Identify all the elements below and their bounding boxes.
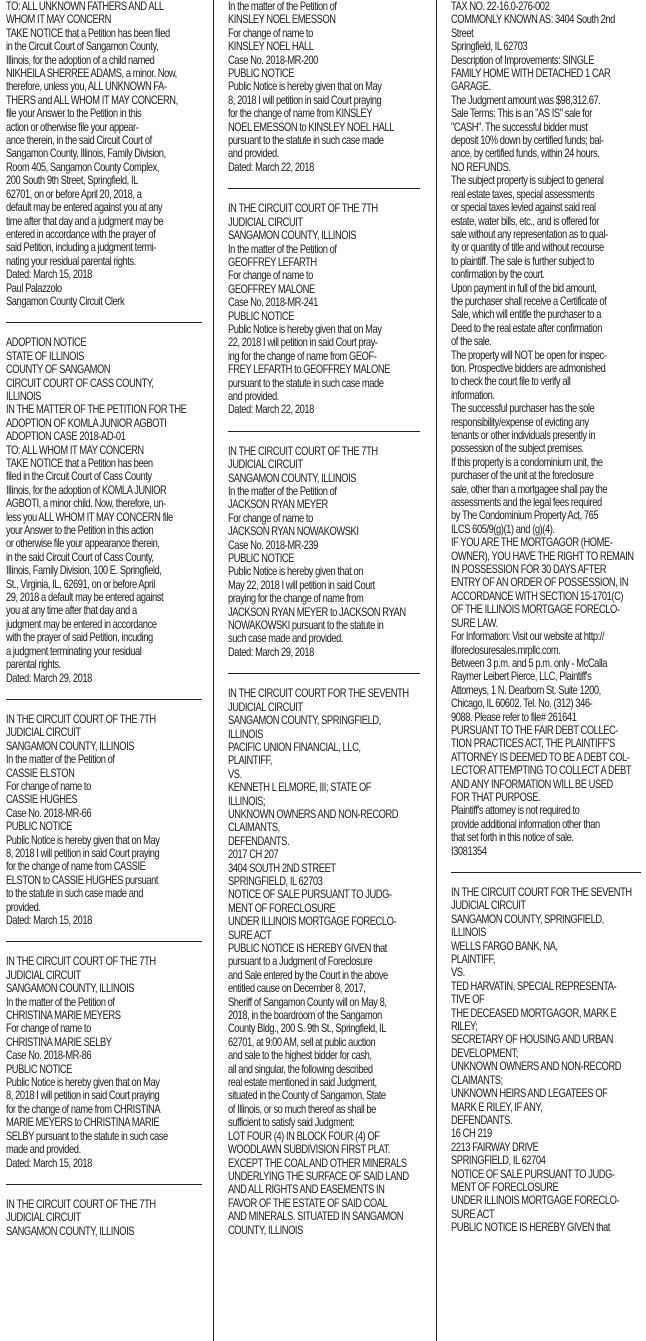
notice-text-line: JUDICIAL CIRCUIT	[6, 1211, 81, 1225]
notice-text-line: such case made and provided.	[228, 632, 344, 646]
notice-text-line: NOTICE OF SALE PURSUANT TO JUDG-	[228, 888, 392, 902]
notice-text-line: a judgment terminating your residual	[6, 644, 142, 658]
notice-text-line: CLAIMANTS;	[451, 1073, 503, 1087]
notice-text-line: I3081354	[451, 844, 487, 858]
notice-text-line: AND MINERALS. SITUATED IN SANGAMON	[228, 1210, 404, 1224]
notice-text-line: to check the court file to verify all	[451, 375, 571, 389]
notice-text-line: real estate taxes, special assessments	[451, 187, 595, 201]
notice-text-line: COUNTY, ILLINOIS	[228, 1223, 303, 1237]
notice-text-line: JUDICIAL CIRCUIT	[6, 968, 81, 982]
notice-text-line: responsibility/expense of evicting any	[451, 415, 589, 429]
notice-text-line: STATE OF ILLINOIS	[6, 349, 84, 363]
legal-notice	[6, 955, 202, 1170]
notice-text-line: and provided.	[228, 389, 279, 403]
notice-text-line: NIKHEILA SHERREE ADAMS, a minor. Now,	[6, 67, 177, 81]
notice-text-line: Case No. 2018-MR-200	[228, 53, 318, 67]
notice-text-line: Dated: March 22, 2018	[228, 403, 314, 417]
notice-text-line: judgment may be entered in accordance	[6, 617, 157, 631]
notice-text-line: deposit 10% down by certified funds; bal-	[451, 134, 604, 148]
notice-text-line: In the matter of the Petition of	[228, 485, 337, 498]
legal-notice	[6, 0, 202, 308]
notice-text-line: ance therein, in the said Circuit Court of	[6, 134, 152, 148]
legal-notice	[451, 886, 641, 1235]
notice-text-line: TION PRACTICES ACT, THE PLAINTIFF'S	[451, 737, 615, 751]
notice-text-line: SANGAMON COUNTY, ILLINOIS	[228, 471, 357, 485]
notice-text-line: WHOM IT MAY CONCERN	[6, 13, 111, 27]
notice-text-line: In the matter of the Petition of	[228, 0, 337, 13]
notice-text-line: THE DECEASED MORTGAGOR, MARK E	[451, 1006, 617, 1020]
notice-text-line: you at any time after that day and a	[6, 604, 137, 618]
notice-text-line: to the statute in such case made and	[6, 887, 143, 901]
notice-text-line: Springfield, IL 62703	[451, 40, 528, 54]
notice-text-line: the purchaser shall receive a Certificate of	[451, 294, 607, 308]
notice-text-line: Dated: March 15, 2018	[6, 268, 92, 282]
notice-text-line: In the matter of the Petition of	[228, 242, 337, 256]
notice-text-line: Street	[451, 26, 474, 40]
notice-text-line: RILEY;	[451, 1020, 478, 1034]
notice-text-line: entitled cause on December 8, 2017,	[228, 982, 366, 996]
notice-separator	[451, 872, 641, 873]
notice-text-line: AND ALL RIGHTS AND EASEMENTS IN	[228, 1183, 385, 1197]
notice-text-line: JUDICIAL CIRCUIT	[228, 700, 303, 714]
notice-text-line: EXCEPT THE COAL AND OTHER MINERALS	[228, 1156, 407, 1170]
column-3	[451, 0, 641, 1341]
notice-text-line: IN THE CIRCUIT COURT OF THE 7TH	[6, 1197, 156, 1211]
notice-text-line: by The Condominium Property Act, 765	[451, 509, 599, 523]
notice-text-line: possession of the subject premises.	[451, 442, 584, 456]
notice-text-line: ADOPTION NOTICE	[6, 336, 87, 350]
notice-text-line: Sale Terms: This is an "AS IS" sale for	[451, 107, 592, 121]
notice-text-line: PLAINTIFF,	[228, 754, 272, 768]
notice-text-line: VS.	[228, 767, 242, 781]
notice-text-line: ATTORNEY IS DEEMED TO BE A DEBT COL-	[451, 750, 630, 764]
notice-text-line: Public Notice is hereby given that on May	[6, 833, 160, 847]
notice-text-line: sale without any representation as to qual-	[451, 227, 608, 241]
notice-text-line: The Judgment amount was $98,312.67.	[451, 93, 601, 107]
notice-text-line: PUBLIC NOTICE	[228, 67, 294, 81]
notice-text-line: filed in the Circuit Court of Cass County	[6, 470, 152, 484]
notice-text-line: ance, by certified funds, within 24 hours.	[451, 147, 600, 161]
notice-text-line: 62701, at 9:00 AM, sell at public auction	[228, 1035, 376, 1049]
notice-text-line: said Petition, including a judgment termi-	[6, 241, 156, 255]
notice-text-line: TO: ALL WHOM IT MAY CONCERN	[6, 443, 144, 457]
notice-text-line: 29, 2018 a default may be entered against	[6, 591, 164, 605]
legal-notice	[228, 0, 420, 174]
notice-text-line: In the matter of the Petition of	[6, 753, 115, 767]
notice-text-line: Sangamon County Circuit Clerk	[6, 294, 125, 308]
notice-text-line: Case No. 2018-MR-241	[228, 296, 318, 310]
notice-text-line: NO REFUNDS.	[451, 160, 511, 174]
notice-text-line: COUNTY OF SANGAMON	[6, 363, 111, 377]
notice-text-line: nating your residual parental rights.	[6, 254, 136, 268]
legal-notice	[228, 202, 420, 417]
notice-text-line: CLAIMANTS,	[228, 821, 280, 835]
notice-text-line: Illinois, for the adoption of a child named	[6, 53, 155, 67]
notice-text-line: ADOPTION OF KOMLA JUNIOR AGBOTI	[6, 416, 167, 430]
notice-text-line: DEFENDANTS.	[451, 1113, 513, 1127]
notice-text-line: 2213 FAIRWAY DRIVE	[451, 1140, 539, 1154]
notice-text-line: UNDERLYING THE SURFACE OF SAID LAND	[228, 1169, 409, 1183]
notice-text-line: ity or quantity of title and without recourse	[451, 241, 604, 255]
notice-text-line: IN THE CIRCUIT COURT FOR THE SEVENTH	[228, 687, 409, 701]
notice-text-line: FREY LEFARTH to GEOFFREY MALONE	[228, 363, 390, 377]
notice-text-line: JUDICIAL CIRCUIT	[228, 215, 303, 229]
notice-text-line: ILLINOIS;	[228, 794, 266, 808]
notice-text-line: SURE ACT	[451, 1207, 495, 1221]
notice-text-line: SELBY pursuant to the statute in such case	[6, 1129, 168, 1143]
notice-text-line: parental rights.	[6, 658, 61, 672]
notice-text-line: Illinois, for the adoption of KOMLA JUNIOR	[6, 483, 167, 497]
notice-text-line: ILCS 605/9(g)(1) and (g)(4).	[451, 522, 555, 536]
notice-text-line: JUDICIAL CIRCUIT	[451, 899, 526, 913]
notice-text-line: For change of name to	[6, 779, 91, 793]
notice-text-line: CHRISTINA MARIE MEYERS	[6, 1009, 121, 1023]
notice-text-line: Dated: March 29, 2018	[228, 645, 314, 659]
column-divider	[213, 0, 214, 1341]
notice-text-line: tion. Prospective bidders are admonished	[451, 361, 606, 375]
notice-text-line: or otherwise file your appearance therein,	[6, 537, 160, 551]
notice-text-line: LOT FOUR (4) IN BLOCK FOUR (4) OF	[228, 1129, 380, 1143]
notice-text-line: Case No. 2018-MR-66	[6, 806, 92, 820]
notice-text-line: pursuant to the statute in such case made	[228, 376, 384, 390]
notice-text-line: NOEL EMESSON to KINSLEY NOEL HALL	[228, 120, 394, 134]
notice-text-line: less you ALL WHOM IT MAY CONCERN file	[6, 510, 173, 524]
notice-text-line: WELLS FARGO BANK, NA,	[451, 939, 558, 953]
notice-separator	[6, 699, 202, 700]
notice-text-line: sale, other than a mortgagee shall pay the	[451, 482, 608, 496]
notice-text-line: UNDER ILLINOIS MORTGAGE FORECLO-	[451, 1194, 620, 1208]
notice-text-line: LECTOR ATTEMPTING TO COLLECT A DEBT	[451, 764, 632, 778]
notice-text-line: all and singular, the following described	[228, 1062, 373, 1076]
notice-text-line: of the sale.	[451, 335, 492, 349]
notice-text-line: TO: ALL UNKNOWN FATHERS AND ALL	[6, 0, 164, 13]
notice-text-line: MENT OF FORECLOSURE	[451, 1180, 559, 1194]
notice-text-line: sufficient to satisfy said Judgment:	[228, 1116, 355, 1130]
notice-text-line: praying for the change of name from	[228, 592, 364, 606]
notice-text-line: Dated: March 15, 2018	[6, 914, 92, 927]
notice-text-line: JACKSON RYAN MEYER	[228, 498, 328, 512]
notice-text-line: TED HARVATIN, SPECIAL REPRESENTA-	[451, 979, 617, 993]
notice-text-line: UNKNOWN OWNERS AND NON-RECORD	[228, 807, 399, 821]
notice-text-line: The property will NOT be open for inspec-	[451, 348, 607, 362]
notice-text-line: Illinois, Family Division, 100 E. Springfield,	[6, 564, 162, 578]
notice-text-line: PURSUANT TO THE FAIR DEBT COLLEC-	[451, 723, 618, 737]
notice-text-line: For Information: Visit our website at http://	[451, 630, 605, 644]
legal-notice	[6, 336, 202, 685]
notice-text-line: In the matter of the Petition of	[6, 995, 115, 1009]
notice-text-line: 2018, in the boardroom of the Sangamon	[228, 1009, 382, 1023]
notice-text-line: ENTRY OF AN ORDER OF POSSESSION, IN	[451, 576, 629, 590]
notice-separator	[228, 431, 420, 432]
notice-text-line: Plaintiff's attorney is not required to	[451, 804, 580, 818]
notice-text-line: of Illinois, or so much thereof as shall be	[228, 1102, 376, 1116]
notice-text-line: JUDICIAL CIRCUIT	[228, 458, 303, 472]
notice-text-line: GEOFFREY MALONE	[228, 282, 315, 296]
notice-text-line: Dated: March 29, 2018	[6, 671, 92, 685]
notice-text-line: KENNETH L ELMORE, III; STATE OF	[228, 781, 372, 795]
notice-text-line: SANGAMON COUNTY, ILLINOIS	[6, 1224, 135, 1238]
notice-text-line: PUBLIC NOTICE IS HEREBY GIVEN that	[228, 942, 387, 955]
notice-text-line: your Answer to the Petition in this action	[6, 524, 154, 538]
notice-text-line: Room 405, Sangamon County Complex,	[6, 160, 159, 174]
notice-text-line: default may be entered against you at any	[6, 201, 163, 215]
notice-text-line: PUBLIC NOTICE	[6, 820, 72, 834]
notice-text-line: with the prayer of said Petition, incuding	[6, 631, 153, 645]
notice-text-line: The subject property is subject to general	[451, 174, 604, 188]
notice-text-line: made and provided.	[6, 1143, 81, 1157]
notice-text-line: UNDER ILLINOIS MORTGAGE FORECLO-	[228, 915, 397, 929]
notice-text-line: IN THE CIRCUIT COURT OF THE 7TH	[228, 202, 378, 216]
notice-text-line: file your Answer to the Petition in this	[6, 107, 142, 121]
notice-text-line: information.	[451, 388, 495, 402]
notice-text-line: SURE LAW.	[451, 616, 498, 630]
notice-text-line: ILLINOIS	[228, 727, 263, 741]
notice-text-line: CIRCUIT COURT OF CASS COUNTY,	[6, 376, 154, 390]
notice-text-line: Raymer Leibert Pierce, LLC, Plaintiff's	[451, 670, 592, 684]
legal-notice	[228, 445, 420, 660]
notice-text-line: TAX NO. 22-16.0-276-002	[451, 0, 550, 13]
notice-text-line: WOODLAWN SUBDIVISION FIRST PLAT.	[228, 1143, 390, 1157]
notice-text-line: Between 3 p.m. and 5 p.m. only - McCalla	[451, 656, 607, 670]
notice-text-line: confirmation by the court.	[451, 268, 545, 282]
notice-text-line: situated in the County of Sangamon, State	[228, 1089, 386, 1103]
notice-text-line: 16 CH 219	[451, 1127, 492, 1141]
notice-text-line: ilforeclosuresales.mrpllc.com.	[451, 643, 561, 657]
notice-text-line: GARAGE.	[451, 80, 491, 94]
notice-text-line: SURE ACT	[228, 928, 272, 942]
notice-text-line: for the change of name from KINSLEY	[228, 107, 373, 121]
notice-text-line: and Sale entered by the Court in the above	[228, 968, 388, 982]
notice-text-line: for the change of name from CHRISTINA	[6, 1102, 161, 1116]
notice-text-line: FAMILY HOME WITH DETACHED 1 CAR	[451, 67, 611, 81]
notice-text-line: 8, 2018 I will petition in said Court praying	[6, 846, 160, 860]
legal-notice	[228, 687, 420, 1237]
notice-text-line: FAVOR OF THE ESTATE OF SAID COAL	[228, 1196, 388, 1210]
notice-text-line: ILLINOIS	[6, 389, 41, 403]
notice-text-line: Sangamon County, Illinois, Family Division,	[6, 147, 166, 161]
notice-text-line: SPRINGFIELD, IL 62704	[451, 1154, 546, 1168]
notice-text-line: CHRISTINA MARIE SELBY	[6, 1035, 112, 1049]
column-1	[6, 0, 202, 1341]
notice-text-line: that set forth in this notice of sale.	[451, 831, 574, 845]
notice-text-line: County Bldg., 200 S. 9th St., Springfield, IL	[228, 1022, 386, 1036]
notice-text-line: in the said Circuit Court of Cass County,	[6, 550, 154, 564]
legal-notice	[451, 0, 641, 858]
notice-text-line: UNKNOWN OWNERS AND NON-RECORD	[451, 1060, 622, 1074]
notice-text-line: Attorneys, 1 N. Dearborn St. Suite 1200,	[451, 683, 601, 697]
legal-notice	[6, 1198, 202, 1238]
notice-text-line: Sale, which will entitle the purchaser to a	[451, 308, 601, 322]
notice-text-line: Case No. 2018-MR-86	[6, 1049, 92, 1063]
notice-separator	[6, 1184, 202, 1185]
notice-text-line: and provided.	[228, 147, 279, 161]
notice-text-line: IN THE CIRCUIT COURT FOR THE SEVENTH	[451, 886, 632, 899]
notice-text-line: DEFENDANTS.	[228, 834, 290, 848]
notice-text-line: PUBLIC NOTICE	[6, 1062, 72, 1076]
notice-text-line: SPRINGFIELD, IL 62703	[228, 874, 323, 888]
notice-text-line: purchaser of the unit at the foreclosure	[451, 469, 594, 483]
notice-text-line: for the change of name from CASSIE	[6, 860, 146, 874]
notice-text-line: IN POSSESSION FOR 30 DAYS AFTER	[451, 563, 607, 577]
notice-text-line: TAKE NOTICE that a Petition has been	[6, 457, 153, 470]
legal-notice	[6, 713, 202, 928]
notice-text-line: ing for the change of name from GEOF-	[228, 349, 377, 363]
notice-text-line: St., Virginia, IL, 62691, on or before April	[6, 577, 155, 591]
notice-text-line: VS.	[451, 966, 465, 980]
notice-text-line: 200 South 9th Street, Springfield, IL	[6, 174, 138, 188]
column-divider	[436, 0, 437, 1341]
notice-text-line: MENT OF FORECLOSURE	[228, 901, 336, 915]
notice-text-line: Chicago, IL 60602. Tel. No. (312) 346-	[451, 697, 593, 711]
notice-text-line: THERS and ALL WHOM IT MAY CONCERN,	[6, 93, 178, 107]
notice-text-line: 62701, on or before April 20, 2018, a	[6, 187, 142, 201]
notice-separator	[6, 322, 202, 323]
notice-text-line: entered in accordance with the prayer of	[6, 227, 156, 241]
notice-text-line: MARK E RILEY, IF ANY,	[451, 1100, 543, 1114]
notice-text-line: Paul Palazzolo	[6, 281, 62, 295]
notice-text-line: SANGAMON COUNTY, ILLINOIS	[6, 982, 135, 996]
column-2	[228, 0, 420, 1341]
notice-text-line: or special taxes levied against said real	[451, 201, 596, 215]
notice-text-line: For change of name to	[6, 1022, 91, 1036]
notice-text-line: OWNER), YOU HAVE THE RIGHT TO REMAIN	[451, 549, 634, 563]
notice-text-line: JACKSON RYAN MEYER to JACKSON RYAN	[228, 605, 406, 619]
notice-text-line: AND ANY INFORMATION WILL BE USED	[451, 777, 613, 791]
notice-text-line: Public Notice is hereby given that on May	[6, 1076, 160, 1090]
notice-text-line: action or otherwise file your appear-	[6, 120, 139, 134]
notice-text-line: For change of name to	[228, 269, 313, 283]
notice-separator	[6, 941, 202, 942]
notice-text-line: For change of name to	[228, 26, 313, 40]
notice-text-line: estate, water bills, etc., and is offered for	[451, 214, 599, 228]
notice-text-line: UNKNOWN HEIRS AND LEGATEES OF	[451, 1087, 608, 1101]
notice-text-line: real estate mentioned in said Judgment,	[228, 1076, 377, 1090]
notice-text-line: assessments and the legal fees required	[451, 496, 602, 510]
notice-text-line: KINSLEY NOEL EMESSON	[228, 13, 336, 27]
notice-text-line: ACCORDANCE WITH SECTION 15-1701(C)	[451, 589, 624, 603]
notice-text-line: time after that day and a judgment may be	[6, 214, 164, 228]
notice-text-line: IN THE CIRCUIT COURT OF THE 7TH	[6, 712, 156, 726]
notice-text-line: 3404 SOUTH 2ND STREET	[228, 861, 336, 875]
notice-text-line: NOWAKOWSKI pursuant to the statute in	[228, 619, 384, 633]
notice-text-line: NOTICE OF SALE PURSUANT TO JUDG-	[451, 1167, 615, 1181]
notice-text-line: For change of name to	[228, 511, 313, 525]
notice-text-line: IN THE CIRCUIT COURT OF THE 7TH	[228, 444, 378, 458]
notice-text-line: Case No. 2018-MR-239	[228, 538, 318, 552]
notice-text-line: Upon payment in full of the bid amount,	[451, 281, 597, 295]
notice-text-line: COMMONLY KNOWN AS: 3404 South 2nd	[451, 13, 615, 27]
notice-text-line: AGBOTI, a minor child. Now, therefore, un-	[6, 497, 166, 511]
notice-text-line: IN THE MATTER OF THE PETITION FOR THE	[6, 403, 187, 417]
notice-text-line: CASSIE HUGHES	[6, 793, 78, 807]
notice-text-line: PLAINTIFF,	[451, 953, 495, 967]
notice-text-line: in the Circuit Court of Sangamon County,	[6, 40, 159, 54]
notice-text-line: JACKSON RYAN NOWAKOWSKI	[228, 525, 359, 539]
notice-text-line: FOR THAT PURPOSE.	[451, 790, 541, 804]
notice-text-line: 22, 2018 I will petition in said Court pray-	[228, 336, 378, 350]
notice-text-line: to plaintiff. The sale is further subject to	[451, 254, 594, 268]
notice-text-line: pursuant to the statute in such case made	[228, 134, 384, 148]
notice-text-line: KINSLEY NOEL HALL	[228, 40, 314, 54]
notice-separator	[228, 188, 420, 189]
notice-text-line: DEVELOPMENT;	[451, 1046, 518, 1060]
notice-text-line: TAKE NOTICE that a Petition has been filed	[6, 26, 170, 40]
notice-text-line: JUDICIAL CIRCUIT	[6, 726, 81, 740]
notice-text-line: OF THE ILLINOIS MORTGAGE FORECLO-	[451, 603, 620, 617]
notice-text-line: SANGAMON COUNTY, ILLINOIS	[228, 229, 357, 243]
notice-text-line: Public Notice is hereby given that on May	[228, 322, 382, 336]
notice-text-line: SANGAMON COUNTY, ILLINOIS	[6, 739, 135, 753]
notice-text-line: PACIFIC UNION FINANCIAL, LLC,	[228, 740, 361, 754]
notice-text-line: Public Notice is hereby given that on May	[228, 80, 382, 94]
notice-text-line: MARIE MEYERS to CHRISTINA MARIE	[6, 1116, 160, 1130]
notice-text-line: ILLINOIS	[451, 926, 486, 940]
notice-text-line: Description of Improvements: SINGLE	[451, 53, 595, 67]
notice-text-line: SANGAMON COUNTY, SPRINGFIELD,	[228, 714, 381, 728]
notice-text-line: SECRETARY OF HOUSING AND URBAN	[451, 1033, 613, 1047]
notice-text-line: SANGAMON COUNTY, SPRINGFIELD,	[451, 912, 604, 926]
notice-text-line: PUBLIC NOTICE	[228, 552, 294, 566]
notice-text-line: CASSIE ELSTON	[6, 766, 75, 780]
notice-text-line: "CASH". The successful bidder must	[451, 120, 588, 134]
notice-text-line: therefore, unless you, ALL UNKNOWN FA-	[6, 80, 167, 94]
notice-text-line: Dated: March 15, 2018	[6, 1156, 92, 1170]
notice-text-line: PUBLIC NOTICE	[228, 309, 294, 323]
notice-text-line: May 22, 2018 I will petition in said Court	[228, 578, 375, 592]
notice-text-line: provided.	[6, 900, 41, 914]
notice-separator	[228, 673, 420, 674]
notice-text-line: The successful purchaser has the sole	[451, 402, 595, 416]
notice-text-line: Deed to the real estate after confirmation	[451, 321, 602, 335]
notice-text-line: If this property is a condominium unit, the	[451, 455, 603, 469]
notice-text-line: 8, 2018 I will petition in said Court praying	[228, 93, 382, 107]
notice-text-line: TIVE OF	[451, 993, 485, 1007]
notice-text-line: 9088. Please refer to file# 261641	[451, 710, 577, 724]
notice-text-line: and sale to the highest bidder for cash,	[228, 1049, 372, 1063]
notice-text-line: ADOPTION CASE 2018-AD-01	[6, 430, 126, 444]
notice-text-line: Sheriff of Sangamon County will on May 8,	[228, 995, 387, 1009]
notice-text-line: IN THE CIRCUIT COURT OF THE 7TH	[6, 955, 156, 969]
notice-text-line: 8, 2018 I will petition in said Court praying	[6, 1089, 160, 1103]
notice-text-line: tenants or other individuals presently in	[451, 429, 596, 442]
notice-text-line: pursuant to a Judgment of Foreclosure	[228, 955, 373, 969]
notice-text-line: ELSTON to CASSIE HUGHES pursuant	[6, 873, 159, 887]
notice-text-line: provide additional information other than	[451, 817, 600, 831]
notice-text-line: 2017 CH 207	[228, 848, 279, 862]
notice-text-line: IF YOU ARE THE MORTGAGOR (HOME-	[451, 536, 613, 550]
notice-text-line: PUBLIC NOTICE IS HEREBY GIVEN that	[451, 1221, 610, 1235]
notice-text-line: GEOFFREY LEFARTH	[228, 255, 317, 269]
notice-text-line: Dated: March 22, 2018	[228, 160, 314, 174]
notice-text-line: Public Notice is hereby given that on	[228, 565, 363, 579]
